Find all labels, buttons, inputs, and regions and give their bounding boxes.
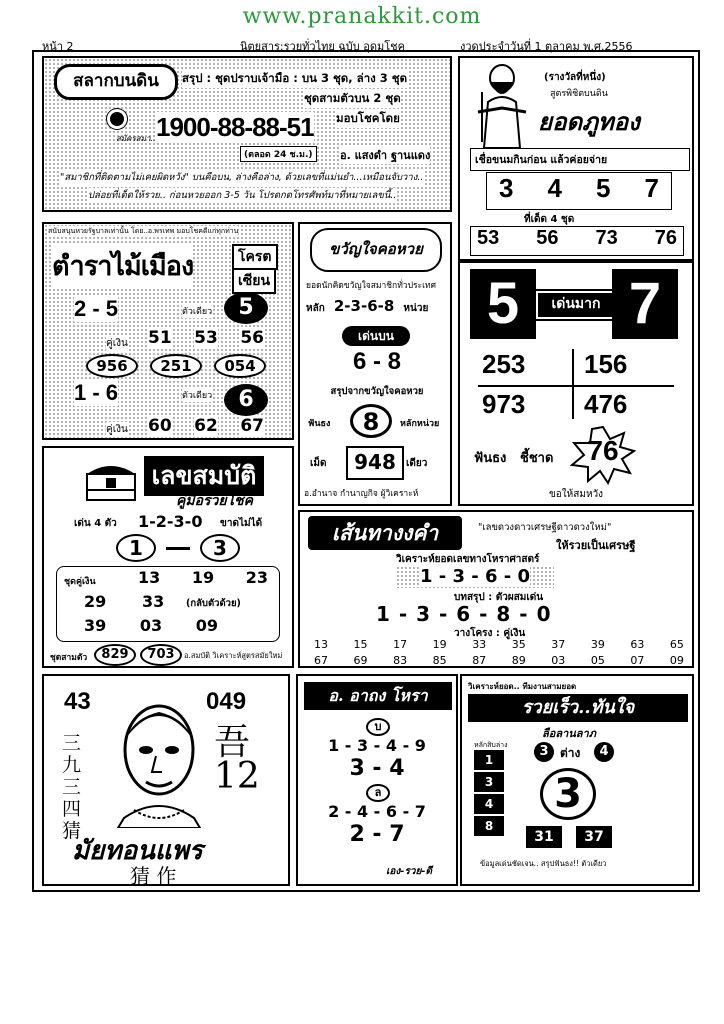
kwan-three-label: เม็ด: [310, 458, 327, 469]
tamra-pair-1: 2 - 5: [74, 296, 119, 321]
yod-formula: สูตรพิชิตบนดิน: [550, 89, 608, 99]
tamra-pair-label-1: คู่เงิน: [106, 338, 128, 349]
sombat-three-set: 829: [94, 644, 136, 666]
ruay-column-cell: 1: [474, 750, 504, 770]
sen-pairs-row-2: [314, 654, 684, 667]
sombat-three-set: 703: [140, 644, 182, 666]
den-flag-value: 76: [587, 435, 619, 466]
tamra-num: 51: [148, 328, 172, 348]
portrait-right-number: 049: [206, 688, 247, 715]
tamra-num: 53: [194, 328, 218, 348]
den-set: 476: [584, 389, 628, 419]
sen-pair: 03: [551, 654, 566, 667]
sen-analysis: วิเคราะห์ยอดเลขทางโหราศาสตร์: [396, 554, 540, 565]
kwan-tens-suffix: หลักหน่วย: [400, 419, 440, 429]
yod-title: ยอดภูทอง: [538, 107, 640, 136]
tamra-num: 56: [240, 328, 264, 348]
sombat-money-row-1: [138, 568, 268, 587]
chinese-mid: 吾 12: [214, 722, 260, 797]
yod-set: 56: [536, 227, 559, 249]
sen-pair: 83: [393, 654, 408, 667]
tamra-oval: 054: [214, 354, 266, 378]
box-salak-bon-din: [42, 56, 452, 212]
kwan-main-label: หลัก: [306, 303, 325, 314]
kwan-tens-value: 8: [350, 404, 392, 438]
kwan-author: อ.อำนาจ กำนาญกิจ ผู้วิเคราะห์: [304, 489, 419, 499]
sombat-title: เลขสมบัติ: [144, 456, 264, 496]
box-tamra-mai-mueang: [42, 222, 294, 440]
den-footer: ขอให้สมหวัง: [548, 489, 604, 500]
chinese-left: 三九三四猜: [62, 732, 82, 842]
member-prefix: สมัครสมา..: [116, 134, 156, 143]
kwan-top-pair: 6 - 8: [352, 348, 402, 375]
yod-digit: 7: [644, 173, 659, 203]
sombat-three-label: ชุดสามตัว: [50, 653, 88, 663]
sen-pair: 33: [472, 638, 487, 651]
athong-badge-2: ล: [366, 784, 390, 802]
sombat-money-label: ชุดคู่เงิน: [64, 577, 96, 587]
yod-digit: 4: [547, 173, 562, 203]
sun-icon: [110, 112, 124, 126]
athong-badge-1: บ: [366, 718, 390, 736]
ruay-top-right: 4: [594, 742, 614, 762]
ruay-column-cell: 3: [474, 772, 504, 792]
portrait-face-icon: [104, 698, 214, 828]
salak-author: อ. แสงดำ ฐานแดง: [340, 146, 430, 164]
draw-date: งวดประจำวันที่ 1 ตุลาคม พ.ศ.2556: [460, 40, 633, 53]
kwan-top-badge: เด่นบน: [342, 326, 410, 346]
sen-pair: 17: [393, 638, 408, 651]
sombat-money-num: 09: [195, 616, 218, 635]
box-athong-hora: [296, 674, 458, 886]
tamra-pair-label-2: คู่เงิน: [106, 424, 128, 435]
sen-title: เส้นทางงคำ: [308, 516, 462, 550]
kwan-three-value: 948: [346, 446, 404, 480]
tamra-single-label-1: ตัวเดียว: [182, 304, 212, 318]
sombat-lead-digits: 1-2-3-0: [138, 512, 203, 531]
sombat-lead-suffix: ขาดไม่ได้: [220, 518, 263, 529]
yod-subtitle: เชื่อขนมกินก่อน แล้วค่อยจ่าย: [470, 148, 690, 171]
phone-hours: (ตลอด 24 ช.ม.): [240, 146, 317, 162]
salak-title: สลากบนดิน: [54, 64, 178, 100]
tamra-top-note: สนับสนุนหวยรัฐบาลเท่านั้น โดย..อ.พรเทพ มอบโชคดีแก่ทุกท่าน: [48, 227, 239, 235]
portrait-name: มัยทอนแพร: [72, 836, 203, 866]
den-set: 973: [482, 389, 526, 419]
sen-pair: 65: [669, 638, 684, 651]
sombat-pair-left: 1: [116, 534, 156, 562]
ruay-tens-label: หลักสิบล่าง: [474, 741, 508, 749]
yod-sets-label: ที่เด็ด 4 ชุด: [524, 214, 575, 225]
salak-summary-2: ชุดสามตัวบน 2 ชุด: [304, 90, 401, 108]
site-url[interactable]: www.pranakkit.com: [242, 4, 482, 29]
sen-pair: 39: [590, 638, 605, 651]
ruay-title: รวยเร็ว..ทันใจ: [468, 694, 688, 722]
athong-signature: เอง-รวย-ดี: [386, 866, 432, 877]
salak-quote-2: ปล่อยที่เด็ดให้รวย.. ก่อนหวยออก 3-5 วัน โปรดกดโทรศัพท์มาที่หมายเลขนี้..: [88, 190, 397, 201]
sombat-money-row-3: [84, 616, 218, 635]
sen-quote: "เลขดวงดาวเศรษฐีดาวดวงใหม่": [478, 522, 612, 533]
yod-set: 73: [595, 227, 618, 249]
ruay-column-cell: 8: [474, 816, 504, 836]
sombat-money-num: 39: [84, 616, 107, 635]
chinese-bottom: 猜 作: [130, 864, 177, 888]
sen-pairs-row-1: [314, 638, 684, 651]
den-set: 156: [584, 349, 628, 379]
tamra-row-4: [148, 416, 264, 436]
tamra-single-label-2: ตัวเดียว: [182, 388, 212, 402]
tamra-row-2: [86, 354, 266, 378]
den-top-left: 5: [470, 269, 536, 339]
sen-pair: 87: [472, 654, 487, 667]
sombat-money-num: 13: [138, 568, 161, 587]
sombat-pair-right: 3: [200, 534, 240, 562]
sen-pair: 63: [630, 638, 645, 651]
tamra-title: ตำราไม้เมือง: [52, 244, 193, 287]
kwan-unit-label: หน่วย: [403, 303, 429, 314]
box-lek-sombat: [42, 446, 294, 668]
tamra-oval: 251: [150, 354, 202, 378]
ruay-pair: 31: [526, 826, 562, 848]
sen-pair: 85: [432, 654, 447, 667]
ruay-subtitle: ลือลานลาภ: [542, 727, 596, 740]
kwan-main-row: [306, 296, 448, 316]
den-divider-h: [478, 385, 674, 387]
hermit-figure-icon: [474, 62, 530, 148]
sen-pair: 35: [511, 638, 526, 651]
ruay-header: วิเคราะห์ยอด.. ทีมงานสามยอด: [468, 682, 577, 691]
tamra-num: 67: [240, 416, 264, 436]
tamra-single-2: 6: [224, 384, 268, 416]
phone-number[interactable]: 1900-88-88-51: [156, 112, 314, 142]
kwan-three-suffix: เดียว: [406, 458, 428, 469]
kwan-summary: สรุปจากขวัญใจคอหวย: [330, 386, 424, 397]
sombat-pair-dash: [166, 547, 190, 550]
yod-sets: [470, 226, 684, 256]
box-sen-thang-kham: [298, 510, 694, 668]
athong-set-1: 1 - 3 - 4 - 9: [328, 736, 426, 755]
sen-pair: 69: [353, 654, 368, 667]
sen-pair: 09: [669, 654, 684, 667]
athong-pair-1: 3 - 4: [349, 756, 405, 781]
sen-summary-label: บทสรุป : ตัวผสมเด่น: [454, 592, 544, 603]
sen-main-box: [396, 566, 554, 588]
yod-set: 53: [477, 227, 500, 249]
ruay-pair: 37: [576, 826, 612, 848]
sen-main-digits: 1 - 3 - 6 - 0: [419, 566, 531, 587]
sombat-subtitle: คู่มือรวยโชค: [176, 493, 253, 509]
ruay-big: 3: [540, 768, 596, 820]
salak-summary-1: สรุป : ชุดปราบเจ้ามือ : บน 3 ชุด, ล่าง 3 ชุด: [182, 70, 407, 88]
den-badge: เด่นมาก: [536, 291, 616, 319]
tamra-tag-2: เซียน: [232, 268, 276, 294]
tamra-single-1: 5: [224, 292, 268, 324]
sombat-money-num: 19: [191, 568, 215, 587]
sen-pair: 19: [432, 638, 447, 651]
sombat-author: อ.สมบัติ วิเคราะห์สูตรสมัยใหม่: [184, 651, 283, 660]
box-portrait: [42, 674, 290, 886]
sen-pair: 13: [314, 638, 328, 651]
tamra-pair-2: 1 - 6: [74, 380, 119, 405]
sombat-money-num: 23: [245, 568, 268, 587]
portrait-left-number: 43: [64, 688, 91, 715]
yod-digit: 5: [596, 173, 611, 203]
box-ruay-reo: [460, 674, 694, 886]
ruay-footer: ข้อมูลเด่นชัดเจน.. สรุปฟันธง!! ตัวเดียว: [480, 859, 607, 868]
den-flag-suffix: ชี้ชาด: [520, 451, 554, 466]
ruay-top-mid: ต่าง: [560, 746, 581, 760]
yod-badge: (รางวัลที่หนึ่ง): [544, 72, 606, 83]
sombat-money-num: 03: [139, 616, 163, 635]
salak-summary-3: มอบโชคโดย: [336, 110, 400, 128]
sombat-money-num: 29: [84, 592, 107, 611]
sombat-lead-label: เด่น 4 ตัว: [74, 518, 117, 529]
sen-pair: 89: [511, 654, 526, 667]
athong-title: อ. อาถง โหรา: [304, 682, 452, 710]
athong-pair-2: 2 - 7: [349, 822, 405, 847]
ruay-column-cell: 4: [474, 794, 504, 814]
sen-pair: 15: [353, 638, 368, 651]
sombat-money-note: (กลับตัวด้วย): [186, 598, 241, 609]
sen-pairs: [314, 638, 684, 667]
box-kwan-jai: [298, 222, 452, 506]
sen-summary-digits: 1 - 3 - 6 - 8 - 0: [376, 602, 552, 626]
salak-quote-1: "สมาชิกที่ติดตามไม่เคยผิดหวัง" บนคือบน, ล่างคือล่าง, ด้วยเลขที่แม่นยำ...เหมือนจับวาง..: [60, 172, 424, 183]
page-number: หน้า 2: [42, 40, 74, 53]
den-set: 253: [482, 349, 526, 379]
box-den-mak: [458, 261, 694, 506]
kwan-main-digits: 2-3-6-8: [333, 297, 395, 315]
den-divider-v: [572, 349, 574, 419]
sen-slogan: ให้รวยเป็นเศรษฐี: [556, 539, 636, 552]
sen-pair: 37: [551, 638, 566, 651]
tamra-num: 62: [194, 416, 218, 436]
den-top-right: 7: [612, 269, 678, 339]
treasure-chest-icon: [84, 460, 138, 502]
yod-digit: 3: [499, 173, 514, 203]
kwan-tens-label: ฟันธง: [308, 419, 331, 429]
sen-pair: 67: [314, 654, 328, 667]
magazine-name: นิตยสาร:รวยทั่วไทย ฉบับ อุดมโชค: [240, 40, 405, 53]
yod-digits: [486, 172, 672, 210]
tamra-num: 60: [148, 416, 172, 436]
box-yod-phu-thong: [458, 56, 694, 261]
tamra-oval: 956: [86, 354, 138, 378]
ruay-top-left: 3: [534, 742, 554, 762]
sombat-money-num: 33: [142, 592, 165, 611]
tamra-row-1: [148, 328, 264, 348]
yod-set: 76: [654, 227, 677, 249]
sen-pair: 07: [630, 654, 645, 667]
athong-set-2: 2 - 4 - 6 - 7: [328, 802, 426, 821]
sen-pair: 05: [590, 654, 605, 667]
sen-layout-label: วางโครง : คู่เงิน: [454, 628, 526, 639]
kwan-intro: ยอดนักคิดขวัญใจสมาชิกทั่วประเทศ: [306, 281, 437, 291]
ruay-column: [474, 750, 504, 836]
den-flag-label: ฟันธง: [474, 451, 507, 466]
kwan-title: ขวัญใจคอหวย: [310, 228, 442, 272]
tamra-tag-1: โครต: [232, 244, 278, 270]
